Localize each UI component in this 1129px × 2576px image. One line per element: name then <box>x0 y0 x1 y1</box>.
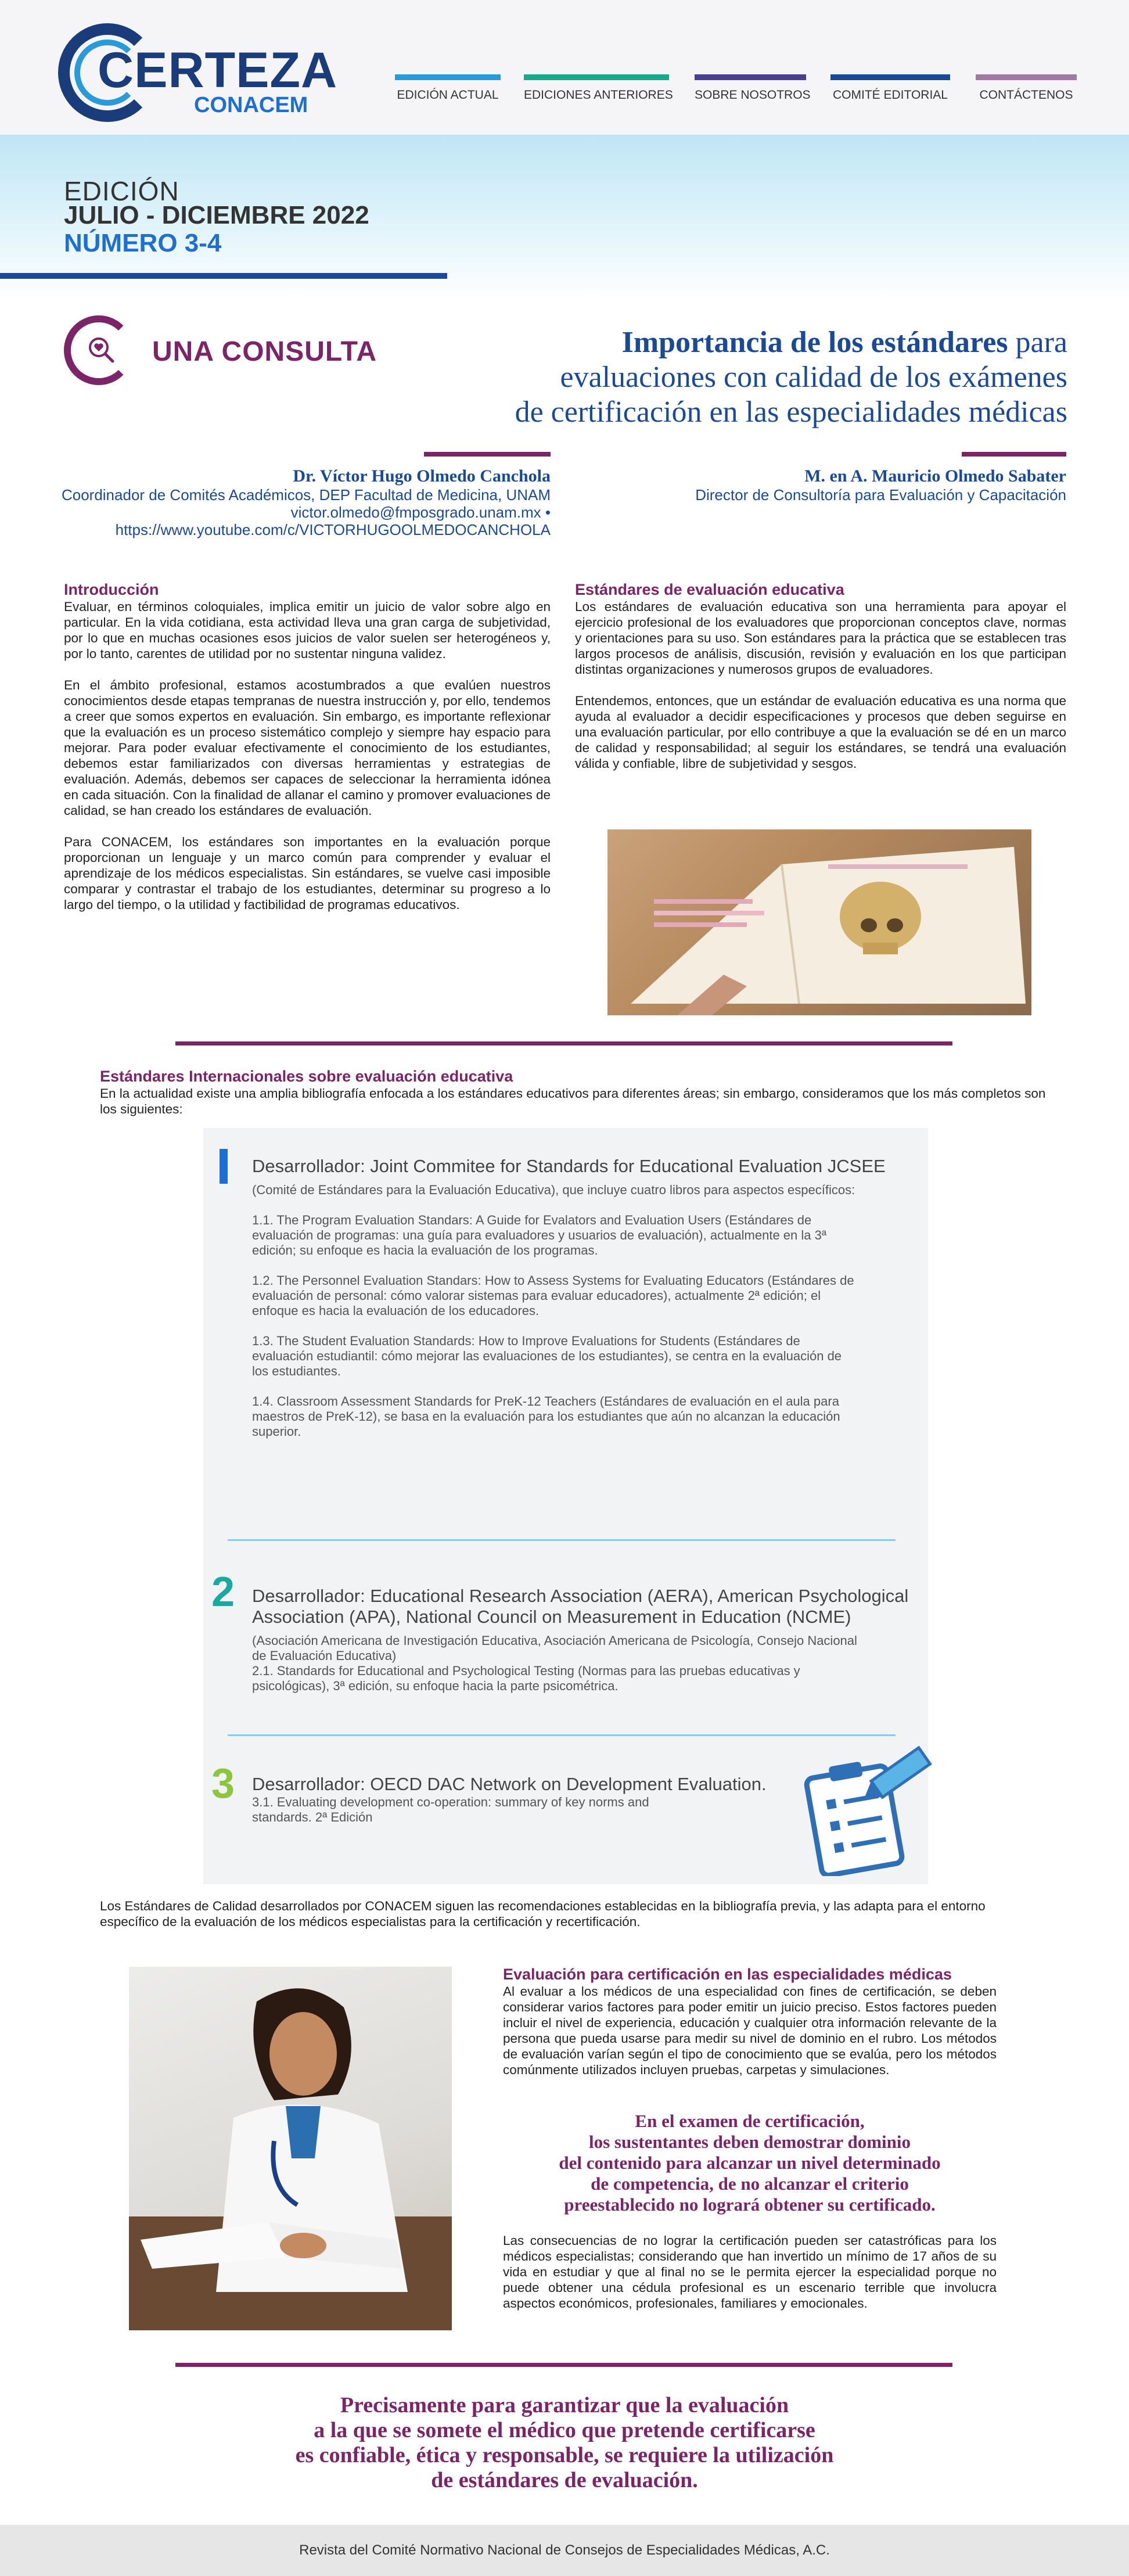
quote-line: a la que se somete el médico que pretende certificarse <box>314 2418 815 2442</box>
nav-label[interactable]: EDICIONES ANTERIORES <box>524 88 673 102</box>
standards-paragraph: Entendemos, entonces, que un estándar de evaluación educativa es una norma que ayuda al evaluador a decidir especificaciones y procesos que deben seguirse en una evaluación particular, por ello contribuye a que la evaluación se dé en un marco de calidad y responsabilidad; al seguir los estándares, se tendrá una evaluación válida y confiable, libre de subjetividad y sesgos. <box>575 694 1066 771</box>
quote-line: los sustentantes deben demostrar dominio <box>588 2132 911 2152</box>
developer-3 <box>252 1774 810 1825</box>
panel-divider <box>228 1734 896 1736</box>
author-divider <box>424 452 551 457</box>
article-title <box>463 325 1067 430</box>
developer-description: (Asociación Americana de Investigación Educativa, Asociación Americana de Psicología, Consejo Nacional de Evaluación Educativa) <box>252 1633 857 1663</box>
edition-divider <box>0 273 447 279</box>
nav-bar <box>395 74 501 80</box>
standards-paragraph: Los estándares de evaluación educativa son una herramienta para apoyar el ejercicio profesional de los evaluadores que proporcionan conceptos clave, normas y orientaciones para su uso. Son estándares para la práctica que se establecen tras largos procesos de análisis, discusión, revisión y evaluación en los que participan distintas organizaciones y numerosos grupos de evaluadores. <box>575 599 1066 677</box>
author-name: M. en A. Mauricio Olmedo Sabater <box>804 466 1066 486</box>
author-email[interactable]: victor.olmedo@fmposgrado.unam.mx • <box>290 504 551 521</box>
number-3-icon: 3 <box>211 1761 235 1807</box>
footer-text: Revista del Comité Normativo Nacional de Consejos de Especialidades Médicas, A.C. <box>299 2542 830 2558</box>
nav-label[interactable]: SOBRE NOSOTROS <box>695 88 811 102</box>
header <box>0 0 1129 135</box>
nav-label[interactable]: CONTÁCTENOS <box>979 88 1073 102</box>
section-divider <box>175 2363 952 2367</box>
quote-line: Precisamente para garantizar que la evaluación <box>340 2393 789 2417</box>
developer-item: 1.3. The Student Evaluation Standards: How to Improve Evaluations for Students (Estándares de evaluación estudiantil: cómo mejorar las evaluaciones de los estudiantes), se centra en la evaluación de los estudiantes. <box>252 1334 842 1378</box>
quote-line: En el examen de certificación, <box>635 2111 865 2131</box>
quote-line: del contenido para alcanzar un nivel determinado <box>559 2153 941 2173</box>
nav-label[interactable]: EDICIÓN ACTUAL <box>397 88 499 102</box>
quote-line: es confiable, ética y responsable, se requiere la utilización <box>295 2443 834 2467</box>
intro-paragraph: Para CONACEM, los estándares son importantes en la evaluación porque proporcionan un lenguaje y un marco común para comprender y evaluar el aprendizaje de los médicos especialistas. Sin estándares, se vuelve casi imposible comparar y contrastar el trabajo de los estudiantes, determinar su progreso a lo largo del tiempo, o la utilidad y factibilidad de programas educativos. <box>64 835 551 912</box>
standards-section <box>575 581 1066 771</box>
nav-comite-editorial[interactable] <box>830 74 950 109</box>
doctor-reading-image <box>129 1967 452 2330</box>
author-youtube-link[interactable]: https://www.youtube.com/c/VICTORHUGOOLMEDOCANCHOLA <box>115 521 551 538</box>
author-name: Dr. Víctor Hugo Olmedo Canchola <box>293 466 551 486</box>
quote-line: preestablecido no logrará obtener su certificado. <box>564 2194 936 2215</box>
developer-title: Desarrollador: OECD DAC Network on Development Evaluation. <box>252 1774 767 1794</box>
nav-bar <box>976 74 1077 80</box>
certification-quote <box>503 2111 997 2215</box>
edition-date: JULIO - DICIEMBRE 2022 <box>64 201 369 229</box>
book-illustration <box>607 829 1031 1015</box>
doctor-illustration <box>129 1967 452 2330</box>
international-title: Estándares Internacionales sobre evaluación educativa <box>100 1068 513 1085</box>
nav-bar <box>695 74 806 80</box>
panel-divider <box>228 1539 896 1541</box>
international-section <box>100 1068 1058 1117</box>
nav-sobre-nosotros[interactable] <box>695 74 811 109</box>
number-2-icon: 2 <box>211 1569 235 1615</box>
logo-subtitle: CONACEM <box>194 93 308 117</box>
developer-description: (Comité de Estándares para la Evaluación Educativa), que incluye cuatro libros para aspectos específicos: <box>252 1183 855 1197</box>
nav-bar <box>524 74 669 80</box>
intro-paragraph: En el ámbito profesional, estamos acostumbrados a que evalúen nuestros conocimientos desde etapas tempranas de nuestra instrucción y, por ello, tendemos a creer que somos expertos en evaluación. Sin embargo, es importante reflexionar que la evaluación es un proceso sistemático complejo y siempre hay espacio para mejorar. Para poder evaluar efectivamente el conocimiento de los estudiantes, debemos estar familiarizados con diversas herramientas y estrategias de evaluación. Además, debemos ser capaces de seleccionar la herramienta idónea en cada situación. Con la finalidad de allanar el camino y promover evaluaciones de calidad, se han creado los estándares de evaluación. <box>64 678 551 818</box>
developer-1 <box>252 1156 903 1439</box>
developer-title: Desarrollador: Joint Commitee for Standards for Educational Evaluation JCSEE <box>252 1156 886 1176</box>
clipboard-checklist-icon <box>801 1741 933 1876</box>
author-affiliation: Coordinador de Comités Académicos, DEP Facultad de Medicina, UNAM <box>61 486 551 504</box>
section-label: UNA CONSULTA <box>152 336 377 367</box>
developer-item: 3.1. Evaluating development co-operation: summary of key norms and standards. 2ª Edición <box>252 1795 649 1824</box>
author-2 <box>581 466 1066 504</box>
quote-line: de estándares de evaluación. <box>431 2468 698 2492</box>
edition-label: EDICIÓN <box>64 176 179 206</box>
author-divider <box>962 452 1066 457</box>
number-1-icon <box>220 1149 228 1184</box>
developer-2 <box>252 1586 914 1694</box>
developer-title: Desarrollador: Educational Research Association (AERA), American Psychological Association (APA), National Council on Measurement in Education (NCME) <box>252 1586 909 1627</box>
intro-paragraph: Evaluar, en términos coloquiales, implica emitir un juicio de valor sobre algo en particular. En la vida cotidiana, esta actividad lleva una gran carga de subjetividad, por lo que en muchas ocasiones esos juicios de valor suelen ser heterogéneos y, por lo tanto, carentes de utilidad por no sustentar ninguna validez. <box>64 599 551 661</box>
quote-line: de competencia, de no alcanzar el criterio <box>591 2173 909 2194</box>
search-heart-icon <box>86 336 116 364</box>
section-divider <box>175 1041 952 1046</box>
developer-item: 1.2. The Personnel Evaluation Standars: How to Assess Systems for Evaluating Educators (Estándares de evaluación de personal: cómo valorar sistemas para evaluar educadores), actualmente 2ª edición; el enfoque es hacia la evaluación de los educadores. <box>252 1273 854 1318</box>
title-line-3: de certificación en las especialidades médicas <box>515 396 1067 429</box>
standards-title: Estándares de evaluación educativa <box>575 581 844 598</box>
certification-paragraph: Al evaluar a los médicos de una especialidad con fines de certificación, se deben considerar varios factores para poder emitir un juicio preciso. Estos factores pueden incluir el nivel de experiencia, educación y cualquier otra información relevante de la persona que pueda usarse para medir su nivel de dominio en el rubro. Los métodos de evaluación varían según el tipo de conocimiento que se evalúa, pero los métodos comúnmente utilizados incluyen pruebas, carpetas y simulaciones. <box>503 1984 997 2077</box>
intro-section <box>64 581 551 912</box>
nav-edicion-actual[interactable] <box>395 74 501 109</box>
title-bold: Importancia de los estándares <box>621 326 1008 359</box>
intro-title: Introducción <box>64 581 159 598</box>
international-intro: En la actualidad existe una amplia bibliografía enfocada a los estándares educativos para diferentes áreas; sin embargo, consideramos que los más completos son los siguientes: <box>100 1086 1046 1116</box>
final-quote <box>129 2393 1000 2493</box>
certification-title: Evaluación para certificación en las especialidades médicas <box>503 1966 952 1983</box>
nav-label[interactable]: COMITÉ EDITORIAL <box>833 88 948 102</box>
certification-paragraph: Las consecuencias de no lograr la certificación pueden ser catastróficas para los médicos especialistas; considerando que han invertido un mínimo de 17 años de su vida en estudiar y que al final no se le permita ejercer la especialidad porque no puede obtener una cédula profesional es un escenario terrible que involucra aspectos económicos, profesionales, familiares y emocionales. <box>503 2233 997 2311</box>
conacem-note: Los Estándares de Calidad desarrollados por CONACEM siguen las recomendaciones establecidas en la bibliografía previa, y las adapta para el entorno específico de la evaluación de los médicos especialistas para la certificación y recertificación. <box>100 1899 986 1929</box>
title-line-2: evaluaciones con calidad de los exámenes <box>560 361 1067 394</box>
footer <box>0 2525 1129 2576</box>
developer-item: 1.4. Classroom Assessment Standards for PreK-12 Teachers (Estándares de evaluación en el aula para maestros de PreK-12), se basa en la evaluación para los estudiantes que aún no alcanzan la educación superior. <box>252 1394 840 1439</box>
author-affiliation: Director de Consultoría para Evaluación y Capacitación <box>695 486 1066 504</box>
title-line-1 <box>463 325 1067 360</box>
edition-number: NÚMERO 3-4 <box>64 229 222 257</box>
certification-section <box>503 1966 997 2078</box>
nav-ediciones-anteriores[interactable] <box>524 74 673 109</box>
developer-item: 1.1. The Program Evaluation Standars: A Guide for Evalators and Evaluation Users (Estándares de evaluación de programas: una guía para evaluadores y usuarios de evaluación), actualmente en la 3ª edición; su enfoque es hacia la evaluación de los programas. <box>252 1213 826 1258</box>
title-rest: para <box>1008 326 1067 359</box>
nav-contactenos[interactable] <box>976 74 1077 109</box>
nav-bar <box>830 74 950 80</box>
anatomy-book-image <box>607 829 1031 1015</box>
author-1 <box>58 466 551 538</box>
developer-item: 2.1. Standards for Educational and Psychological Testing (Normas para las pruebas educativas y psicológicas), 3ª edición, su enfoque hacia la parte psicométrica. <box>252 1664 800 1693</box>
logo-text[interactable]: CERTEZA <box>98 42 338 98</box>
